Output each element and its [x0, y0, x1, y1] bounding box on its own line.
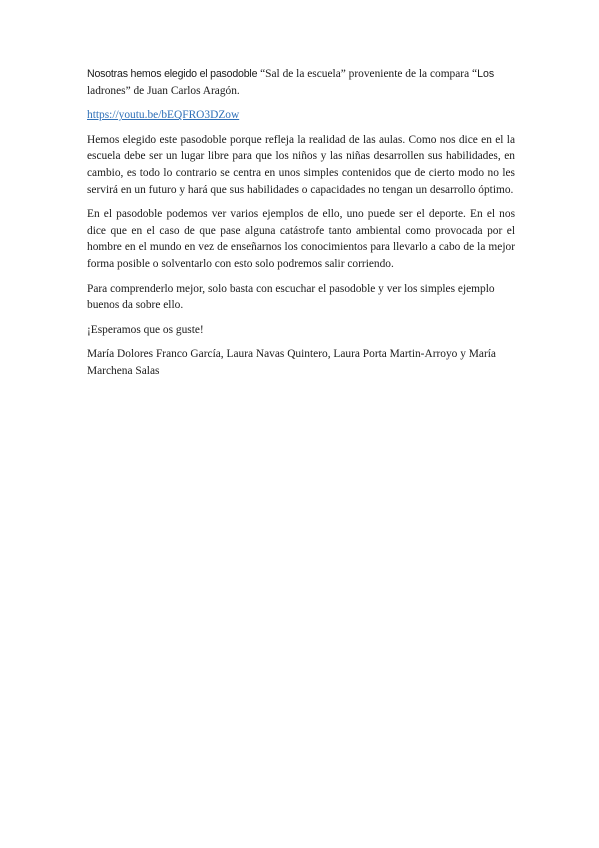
paragraph-understand: Para comprenderlo mejor, solo basta con escuchar el pasodoble y ver los simples ejemplo buenos da sobre ello.	[87, 282, 495, 312]
paragraph-reason: Hemos elegido este pasodoble porque refleja la realidad de las aulas. Como nos dice en el la escuela debe ser un lugar libre para que los niños y las niñas desarrollen sus habilidades, en cambio, es todo lo contrario se centra en unos simples contenidos que de cierto modo no les servirá en un futuro y hará que sus habilidades o capacidades no tengan un desarrollo óptimo.	[87, 133, 515, 196]
link-paragraph	[87, 107, 515, 124]
paragraph-examples: En el pasodoble podemos ver varios ejemplos de ello, uno puede ser el deporte. En el nos dice que en el caso de que pase alguna catástrofe tanto ambiental como provocada por el hombre en el mundo en vez de enseñarnos los conocimientos para llevarlo a cabo de la mejor forma posible o solventarlo con esto solo podremos salir corriendo.	[87, 208, 515, 270]
intro-paragraph	[87, 66, 515, 99]
intro-text-part1: “Sal de la escuela” proveniente de la compara “	[257, 68, 478, 80]
intro-text-los: Los	[477, 68, 495, 80]
youtube-link[interactable]: https://youtu.be/bEQFRO3DZow	[87, 109, 240, 122]
intro-lead-text: Nosotras hemos elegido el pasodoble	[87, 68, 258, 80]
closing-text: ¡Esperamos que os guste!	[87, 323, 204, 336]
authors-text: María Dolores Franco García, Laura Navas Quintero, Laura Porta Martin-Arroyo y María Marchena Salas	[87, 348, 496, 377]
document-body	[87, 66, 515, 388]
intro-text-part2: ladrones” de Juan Carlos Aragón.	[87, 84, 240, 97]
